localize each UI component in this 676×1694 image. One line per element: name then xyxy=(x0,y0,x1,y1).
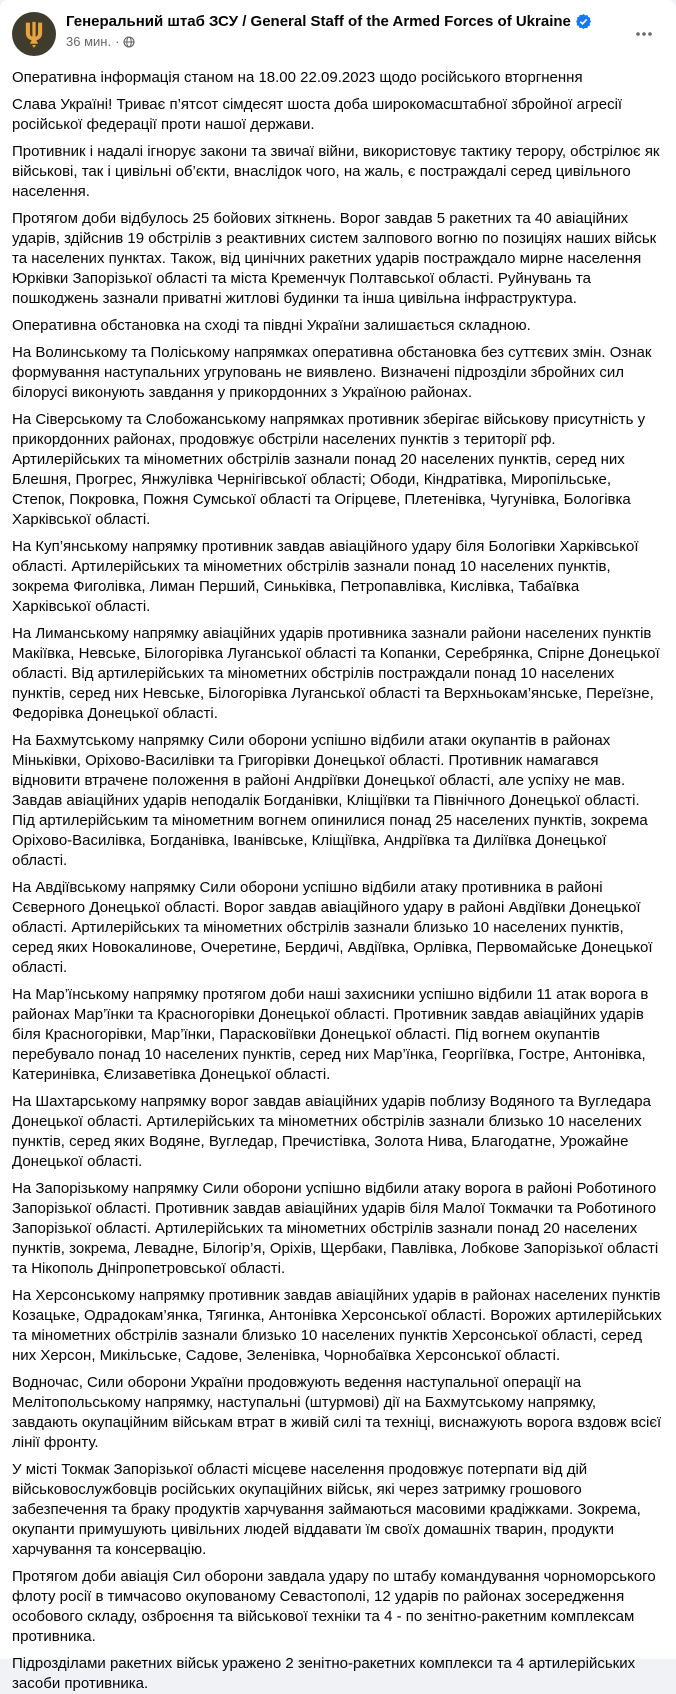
post-paragraph: Протягом доби відбулось 25 бойових зіткнень. Ворог завдав 5 ракетних та 40 авіаційних ударів, здійснив 19 обстрілів з реактивних систем залпового вогню по позиціях наших військ та населених пунктах. Також, від цинічних ракетних ударів постраждало мирне населення Юрківки Запорізької області та міста Кременчук Полтавської області. Руйнувань та пошкоджень зазнали приватні житлові будинки та інша цивільна інфраструктура. xyxy=(12,210,661,307)
post-paragraph: На Лиманському напрямку авіаційних ударів противника зазнали райони населених пунктів Макіївка, Невське, Білогорівка Луганської області та Копанки, Серебрянка, Спірне Донецької області. Від артилерійських та мінометних обстрілів постраждали понад 10 населених пунктів, серед них Невське, Білогорівка Луганської області та Верхньокам’янське, Переїзне, Федорівка Донецької області. xyxy=(12,625,664,722)
verified-badge-icon xyxy=(576,14,591,29)
post-paragraph: Протягом доби авіація Сил оборони завдала удару по штабу командування чорноморського флоту росії в тимчасово окупованому Севастополі, 12 ударів по районах зосередження особового складу, озброєння та військової техніки та 4 - по зенітно-ракетним комплексам противника. xyxy=(12,1568,660,1645)
post-paragraph: На Херсонському напрямку противник завдав авіаційних ударів в районах населених пунктів Козацьке, Одрадокам’янка, Тягинка, Антонівка Херсонської області. Ворожих артилерійських та мінометних обстрілів зазнали близько 10 населених пунктів Херсонської області, серед них Херсон, Микільське, Садове, Зеленівка, Чорнобаївка Херсонської області. xyxy=(12,1287,666,1364)
post-paragraph: На Куп’янському напрямку противник завдав авіаційного удару біля Бологівки Харківської області. Артилерійських та мінометних обстрілів зазнали понад 10 населених пунктів, зокрема Фиголівка, Лиман Перший, Синьківка, Петропавлівка, Кислівка, Табаївка Харківської області. xyxy=(12,538,643,615)
page-avatar[interactable] xyxy=(12,12,56,56)
post-paragraph: На Авдіївському напрямку Сили оборони успішно відбили атаку противника в районі Сєверного Донецької області. Ворог завдав авіаційного удару в районі Авдіївки Донецької області. Артилерійських та мінометних обстрілів зазнали близько 10 населених пунктів, серед яких Новокалинове, Очеретине, Бердичі, Авдіївка, Орлівка, Первомайське Донецької області. xyxy=(12,879,657,976)
post-paragraph: Слава Україні! Триває п’ятсот сімдесят шоста доба широкомасштабної збройної агресії російської федерації проти нашої держави. xyxy=(12,96,627,133)
more-options-icon xyxy=(634,24,654,44)
post-paragraph: Противник і надалі ігнорує закони та звичаї війни, використовує тактику терору, обстрілює як військові, так і цивільні об’єкти, внаслідок чого, на жаль, є постраждалі серед цивільного населення. xyxy=(12,143,664,200)
post-paragraph: Оперативна інформація станом на 18.00 22.09.2023 щодо російського вторгнення xyxy=(12,69,583,86)
post-paragraph: Водночас, Сили оборони України продовжують ведення наступальної операції на Мелітопольському напрямку, наступальні (штурмові) дії на Бахмутському напрямку, завдають окупаційним військам втрат в живій силі та техніці, виснажують ворога вздовж всієї лінії фронту. xyxy=(12,1374,666,1451)
post-paragraph: На Сіверському та Слобожанському напрямках противник зберігає військову присутність у прикордонних районах, продовжує обстріли населених пунктів з території рф. Артилерійських та мінометних обстрілів зазнали понад 20 населених пунктів, серед них Блешня, Прогрес, Янжулівка Чернігівської області; Ободи, Кіндратівка, Миропільське, Степок, Покровка, Пожня Сумської області та Огірцеве, Плетенівка, Чугунівка, Бологівка Харківської області. xyxy=(12,411,650,528)
post-paragraph: На Волинському та Поліському напрямках оперативна обстановка без суттєвих змін. Ознак формування наступальних угруповань не виявлено. Визначені підрозділи збройних сил білорусі виконують завдання у прикордонних з Україною районах. xyxy=(12,344,656,401)
post-paragraph: Оперативна обстановка на сході та півдні України залишається складною. xyxy=(12,317,531,334)
post-paragraph: На Бахмутському напрямку Сили оборони успішно відбили атаки окупантів в районах Міньківки, Оріхово-Василівки та Григорівки Донецької області. Противник намагався відновити втрачене положення в районі Андріївки Донецької області, але успіху не мав. Завдав авіаційних ударів неподалік Богданівки, Кліщіївки та Північного Донецької області. Під артилерійським та мінометним вогнем опинилися понад 25 населених пунктів, зокрема Оріхово-Василівка, Богданівка, Іванівське, Кліщіївка, Андріївка та Диліївка Донецької області. xyxy=(12,732,652,869)
post-meta-row xyxy=(66,34,660,50)
more-options-button[interactable] xyxy=(628,18,660,50)
post-paragraph: У місті Токмак Запорізької області місцеве населення продовжує потерпати від дій військовослужбовців російських окупаційних військ, які через затримку грошового забезпечення та браку продуктів харчування займаються масовими крадіжками. Зокрема, окупанти примушують цивільних людей віддавати їм своїх домашніх тварин, продукти харчування та консервацію. xyxy=(12,1461,645,1558)
post-body xyxy=(0,60,676,1694)
post-paragraph: На Запорізькому напрямку Сили оборони успішно відбили атаку ворога в районі Роботиного Запорізької області. Противник завдав авіаційних ударів біля Малої Токмачки та Роботиного Запорізької області. Артилерійських та мінометних обстрілів зазнали понад 20 населених пунктів, зокрема, Левадне, Білогір’я, Оріхів, Щербаки, Павлівка, Лобкове Запорізької області та Нікополь Дніпропетровської області. xyxy=(12,1180,663,1277)
page-name-link[interactable]: Генеральний штаб ЗСУ / General Staff of the Armed Forces of Ukraine xyxy=(66,13,571,30)
post-header xyxy=(0,0,676,60)
post-header-text xyxy=(66,12,660,50)
meta-separator: · xyxy=(115,34,120,49)
page-name-row xyxy=(66,12,660,31)
post-paragraph: На Шахтарському напрямку ворог завдав авіаційних ударів поблизу Водяного та Вугледара Донецької області. Артилерійських та мінометних обстрілів зазнали близько 10 населених пунктів, серед яких Водяне, Вугледар, Пречистівка, Золота Нива, Благодатне, Урожайне Донецької області. xyxy=(12,1093,656,1170)
post-paragraph: Підрозділами ракетних військ уражено 2 зенітно-ракетних комплекси та 4 артилерійських засоби противника. xyxy=(12,1655,640,1692)
post-timestamp[interactable]: 36 мин. xyxy=(66,34,112,49)
trident-logo-icon xyxy=(21,20,47,48)
globe-icon xyxy=(123,36,135,48)
post-paragraph: На Мар’їнському напрямку протягом доби наші захисники успішно відбили 11 атак ворога в районах Мар’їнки та Красногорівки Донецької області. Противник завдав авіаційних ударів біля Красногорівки, Мар’їнки, Парасковіївки Донецької області. Під вогнем окупантів перебувало понад 10 населених пунктів, серед них Мар’їнка, Георгіївка, Гостре, Антонівка, Катеринівка, Єлизаветівка Донецької області. xyxy=(12,986,653,1083)
